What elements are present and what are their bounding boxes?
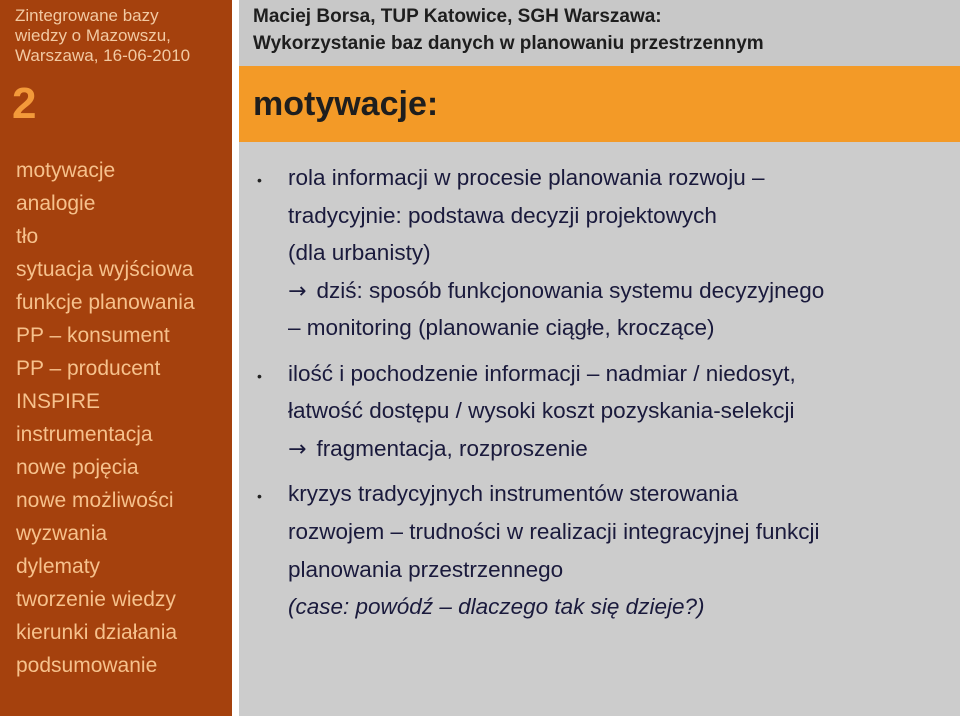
- conference-line: Warszawa, 16-06-2010: [15, 46, 191, 65]
- text-line: (dla urbanisty): [288, 240, 431, 265]
- text-line: rozwojem – trudności w realizacji integracyjnej funkcji: [288, 519, 820, 544]
- conference-info: [15, 6, 190, 66]
- bullet-icon: •: [257, 172, 262, 188]
- nav-item-nowe-pojecia[interactable]: nowe pojęcia: [16, 456, 139, 479]
- nav-item-tlo[interactable]: tło: [16, 225, 39, 248]
- conference-line: Zintegrowane bazy: [15, 6, 159, 25]
- main-panel: [239, 0, 960, 716]
- text-line: kryzys tradycyjnych instrumentów sterowania: [288, 481, 739, 506]
- sidebar: [0, 0, 232, 716]
- conference-line: wiedzy o Mazowszu,: [15, 26, 171, 45]
- nav-item-podsumowanie[interactable]: podsumowanie: [16, 654, 158, 677]
- nav-item-inspire[interactable]: INSPIRE: [16, 390, 101, 413]
- text-line: [288, 430, 588, 469]
- nav-item-motywacje[interactable]: motywacje: [16, 159, 116, 182]
- nav-item-instrumentacja[interactable]: instrumentacja: [16, 423, 153, 446]
- text-line: [288, 272, 824, 311]
- nav-item-pp-konsument[interactable]: PP – konsument: [16, 324, 170, 347]
- arrow-right-icon: →: [288, 279, 307, 304]
- nav-item-dylematy[interactable]: dylematy: [16, 555, 101, 578]
- nav-item-analogie[interactable]: analogie: [16, 192, 96, 215]
- header-author: Maciej Borsa, TUP Katowice, SGH Warszawa:: [253, 6, 662, 27]
- nav-item-nowe-mozliwosci[interactable]: nowe możliwości: [16, 489, 174, 512]
- text-line: rola informacji w procesie planowania rozwoju –: [288, 165, 765, 190]
- slide-title: motywacje:: [253, 85, 439, 123]
- header: [239, 0, 960, 64]
- nav-item-sytuacja-wyjsciowa[interactable]: sytuacja wyjściowa: [16, 258, 194, 281]
- text-span: fragmentacja, rozproszenie: [316, 436, 588, 461]
- bullet-icon: •: [257, 368, 262, 384]
- topic-nav: [16, 154, 195, 682]
- text-span: dziś: sposób funkcjonowania systemu decyzyjnego: [316, 278, 825, 303]
- slide-number: 2: [12, 79, 37, 128]
- slide-content: [239, 142, 960, 716]
- header-subtitle: Wykorzystanie baz danych w planowaniu przestrzennym: [253, 33, 764, 54]
- text-line: ilość i pochodzenie informacji – nadmiar / niedosyt,: [288, 361, 796, 386]
- nav-item-wyzwania[interactable]: wyzwania: [16, 522, 108, 545]
- text-line: – monitoring (planowanie ciągłe, kroczące): [288, 315, 715, 340]
- nav-item-pp-producent[interactable]: PP – producent: [16, 357, 161, 380]
- text-line: planowania przestrzennego: [288, 557, 564, 582]
- divider: [232, 0, 239, 716]
- text-line: (case: powódź – dlaczego tak się dzieje?): [288, 594, 705, 619]
- bullet-icon: •: [257, 488, 262, 504]
- text-line: łatwość dostępu / wysoki koszt pozyskania-selekcji: [288, 398, 795, 423]
- nav-item-kierunki-dzialania[interactable]: kierunki działania: [16, 621, 178, 644]
- text-line: tradycyjnie: podstawa decyzji projektowych: [288, 203, 717, 228]
- nav-item-funkcje-planowania[interactable]: funkcje planowania: [16, 291, 195, 314]
- title-band: [239, 66, 960, 142]
- arrow-right-icon: →: [288, 437, 307, 462]
- nav-item-tworzenie-wiedzy[interactable]: tworzenie wiedzy: [16, 588, 176, 611]
